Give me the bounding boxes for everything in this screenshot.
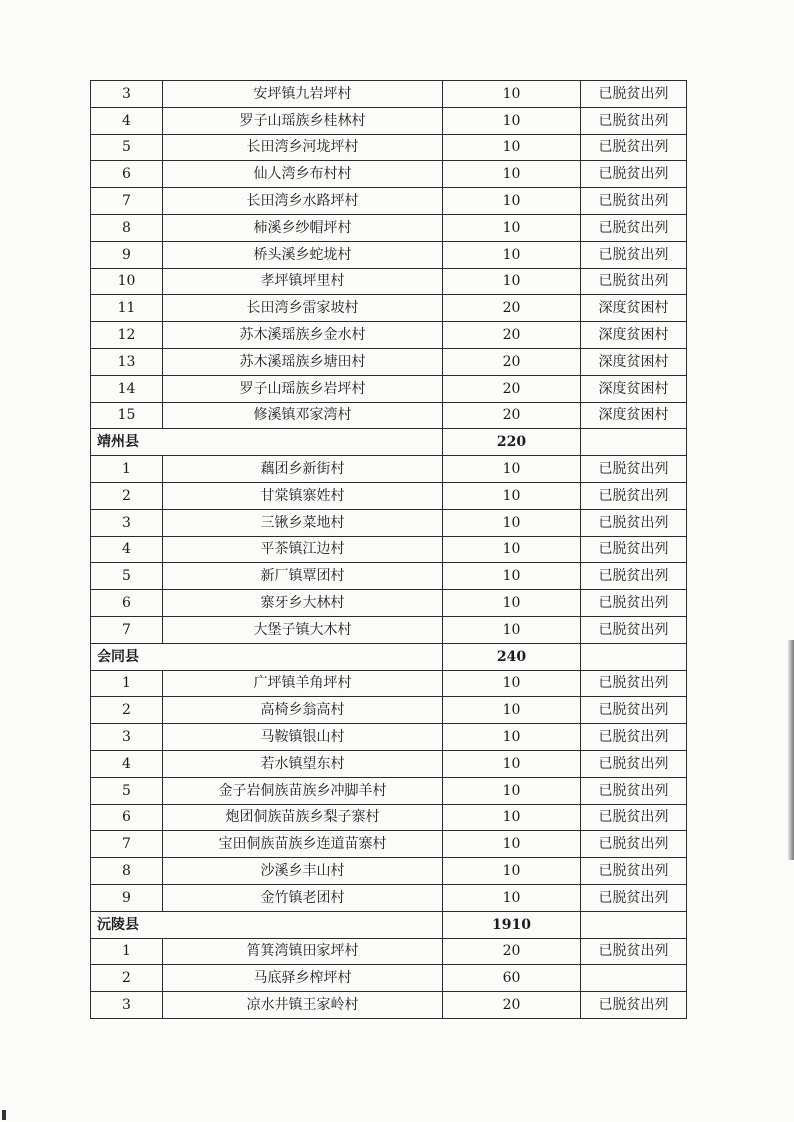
row-index: 3 <box>91 992 163 1019</box>
table-row <box>91 670 687 697</box>
status-cell: 已脱贫出列 <box>581 107 687 134</box>
village-name: 罗子山瑶族乡桂林村 <box>163 107 443 134</box>
village-name: 长田湾乡雷家坡村 <box>163 295 443 322</box>
status-cell <box>581 965 687 992</box>
status-cell: 已脱贫出列 <box>581 724 687 751</box>
table-row <box>91 322 687 349</box>
amount-cell: 10 <box>443 616 581 643</box>
amount-cell: 10 <box>443 563 581 590</box>
status-cell: 已脱贫出列 <box>581 858 687 885</box>
row-index: 2 <box>91 965 163 992</box>
amount-cell: 10 <box>443 134 581 161</box>
row-index: 11 <box>91 295 163 322</box>
county-total: 240 <box>443 643 581 670</box>
table-row <box>91 831 687 858</box>
row-index: 13 <box>91 348 163 375</box>
table-row <box>91 375 687 402</box>
row-index: 1 <box>91 456 163 483</box>
row-index: 4 <box>91 107 163 134</box>
row-index: 12 <box>91 322 163 349</box>
status-cell: 已脱贫出列 <box>581 188 687 215</box>
row-index: 9 <box>91 884 163 911</box>
status-cell: 已脱贫出列 <box>581 777 687 804</box>
row-index: 2 <box>91 697 163 724</box>
amount-cell: 10 <box>443 536 581 563</box>
table-row <box>91 992 687 1019</box>
status-cell: 深度贫困村 <box>581 348 687 375</box>
status-cell <box>581 911 687 938</box>
village-name: 罗子山瑶族乡岩坪村 <box>163 375 443 402</box>
amount-cell: 10 <box>443 697 581 724</box>
village-name: 修溪镇邓家湾村 <box>163 402 443 429</box>
village-name: 柿溪乡纱帽坪村 <box>163 214 443 241</box>
village-name: 安坪镇九岩坪村 <box>163 81 443 108</box>
village-name: 甘棠镇寨姓村 <box>163 482 443 509</box>
amount-cell: 10 <box>443 831 581 858</box>
village-name: 仙人湾乡布村村 <box>163 161 443 188</box>
amount-cell: 20 <box>443 938 581 965</box>
row-index: 6 <box>91 590 163 617</box>
row-index: 4 <box>91 750 163 777</box>
status-cell: 深度贫困村 <box>581 295 687 322</box>
village-name: 孝坪镇坪里村 <box>163 268 443 295</box>
amount-cell: 10 <box>443 188 581 215</box>
village-name: 凉水井镇王家岭村 <box>163 992 443 1019</box>
amount-cell: 10 <box>443 81 581 108</box>
status-cell: 已脱贫出列 <box>581 992 687 1019</box>
amount-cell: 10 <box>443 456 581 483</box>
village-funding-table <box>90 80 687 1019</box>
status-cell: 已脱贫出列 <box>581 161 687 188</box>
village-name: 苏木溪瑶族乡塘田村 <box>163 348 443 375</box>
status-cell: 已脱贫出列 <box>581 536 687 563</box>
village-name: 平茶镇江边村 <box>163 536 443 563</box>
village-name: 马鞍镇银山村 <box>163 724 443 751</box>
county-row <box>91 911 687 938</box>
village-name: 长田湾乡河垅坪村 <box>163 134 443 161</box>
row-index: 15 <box>91 402 163 429</box>
village-name: 苏木溪瑶族乡金水村 <box>163 322 443 349</box>
row-index: 10 <box>91 268 163 295</box>
amount-cell: 10 <box>443 804 581 831</box>
amount-cell: 20 <box>443 348 581 375</box>
village-name: 高椅乡翁高村 <box>163 697 443 724</box>
row-index: 7 <box>91 616 163 643</box>
status-cell: 已脱贫出列 <box>581 563 687 590</box>
status-cell: 已脱贫出列 <box>581 938 687 965</box>
table-row <box>91 884 687 911</box>
amount-cell: 60 <box>443 965 581 992</box>
status-cell: 已脱贫出列 <box>581 670 687 697</box>
village-name: 马底驿乡榨坪村 <box>163 965 443 992</box>
table-row <box>91 268 687 295</box>
amount-cell: 20 <box>443 295 581 322</box>
village-name: 筲箕湾镇田家坪村 <box>163 938 443 965</box>
amount-cell: 10 <box>443 161 581 188</box>
status-cell <box>581 643 687 670</box>
table-row <box>91 161 687 188</box>
village-name: 广坪镇羊角坪村 <box>163 670 443 697</box>
row-index: 5 <box>91 134 163 161</box>
row-index: 2 <box>91 482 163 509</box>
status-cell: 已脱贫出列 <box>581 616 687 643</box>
table-row <box>91 858 687 885</box>
status-cell: 已脱贫出列 <box>581 81 687 108</box>
amount-cell: 20 <box>443 402 581 429</box>
table-row <box>91 107 687 134</box>
amount-cell: 20 <box>443 322 581 349</box>
amount-cell: 10 <box>443 777 581 804</box>
status-cell: 已脱贫出列 <box>581 804 687 831</box>
table-row <box>91 724 687 751</box>
scan-mark <box>2 1110 6 1120</box>
village-name: 金子岩侗族苗族乡冲脚羊村 <box>163 777 443 804</box>
status-cell: 已脱贫出列 <box>581 482 687 509</box>
table-row <box>91 482 687 509</box>
status-cell: 深度贫困村 <box>581 375 687 402</box>
row-index: 5 <box>91 563 163 590</box>
status-cell: 已脱贫出列 <box>581 697 687 724</box>
table-row <box>91 590 687 617</box>
table-row <box>91 804 687 831</box>
status-cell: 已脱贫出列 <box>581 214 687 241</box>
row-index: 1 <box>91 670 163 697</box>
table-row <box>91 563 687 590</box>
row-index: 3 <box>91 509 163 536</box>
status-cell: 已脱贫出列 <box>581 831 687 858</box>
village-name: 炮团侗族苗族乡梨子寨村 <box>163 804 443 831</box>
row-index: 8 <box>91 858 163 885</box>
row-index: 14 <box>91 375 163 402</box>
status-cell: 已脱贫出列 <box>581 590 687 617</box>
amount-cell: 10 <box>443 214 581 241</box>
county-row <box>91 643 687 670</box>
table-row <box>91 188 687 215</box>
county-name: 靖州县 <box>91 429 443 456</box>
table-row <box>91 402 687 429</box>
table-body <box>91 81 687 1019</box>
status-cell: 已脱贫出列 <box>581 750 687 777</box>
row-index: 7 <box>91 188 163 215</box>
table-row <box>91 616 687 643</box>
status-cell: 深度贫困村 <box>581 402 687 429</box>
table-row <box>91 241 687 268</box>
row-index: 5 <box>91 777 163 804</box>
village-name: 三锹乡菜地村 <box>163 509 443 536</box>
county-name: 会同县 <box>91 643 443 670</box>
amount-cell: 10 <box>443 268 581 295</box>
row-index: 3 <box>91 81 163 108</box>
table-row <box>91 509 687 536</box>
status-cell: 深度贫困村 <box>581 322 687 349</box>
table-row <box>91 697 687 724</box>
row-index: 3 <box>91 724 163 751</box>
amount-cell: 10 <box>443 884 581 911</box>
table-row <box>91 134 687 161</box>
status-cell: 已脱贫出列 <box>581 509 687 536</box>
village-name: 宝田侗族苗族乡连道苗寨村 <box>163 831 443 858</box>
amount-cell: 10 <box>443 858 581 885</box>
village-name: 大堡子镇大木村 <box>163 616 443 643</box>
county-name: 沅陵县 <box>91 911 443 938</box>
status-cell: 已脱贫出列 <box>581 884 687 911</box>
village-name: 沙溪乡丰山村 <box>163 858 443 885</box>
amount-cell: 20 <box>443 375 581 402</box>
status-cell: 已脱贫出列 <box>581 456 687 483</box>
village-name: 金竹镇老团村 <box>163 884 443 911</box>
status-cell: 已脱贫出列 <box>581 134 687 161</box>
row-index: 7 <box>91 831 163 858</box>
table-row <box>91 348 687 375</box>
village-name: 寨牙乡大林村 <box>163 590 443 617</box>
row-index: 4 <box>91 536 163 563</box>
row-index: 8 <box>91 214 163 241</box>
amount-cell: 10 <box>443 724 581 751</box>
amount-cell: 10 <box>443 670 581 697</box>
village-name: 桥头溪乡蛇垅村 <box>163 241 443 268</box>
county-row <box>91 429 687 456</box>
village-name: 长田湾乡水路坪村 <box>163 188 443 215</box>
status-cell <box>581 429 687 456</box>
table-row <box>91 965 687 992</box>
row-index: 6 <box>91 161 163 188</box>
amount-cell: 10 <box>443 590 581 617</box>
county-total: 1910 <box>443 911 581 938</box>
table-row <box>91 81 687 108</box>
table-row <box>91 536 687 563</box>
village-name: 新厂镇覃团村 <box>163 563 443 590</box>
village-name: 藕团乡新街村 <box>163 456 443 483</box>
scan-shadow <box>788 640 794 860</box>
table-row <box>91 456 687 483</box>
amount-cell: 20 <box>443 992 581 1019</box>
amount-cell: 10 <box>443 107 581 134</box>
village-name: 若水镇望东村 <box>163 750 443 777</box>
amount-cell: 10 <box>443 241 581 268</box>
status-cell: 已脱贫出列 <box>581 268 687 295</box>
table-row <box>91 750 687 777</box>
table-row <box>91 295 687 322</box>
table-row <box>91 214 687 241</box>
row-index: 9 <box>91 241 163 268</box>
row-index: 1 <box>91 938 163 965</box>
county-total: 220 <box>443 429 581 456</box>
amount-cell: 10 <box>443 509 581 536</box>
amount-cell: 10 <box>443 482 581 509</box>
amount-cell: 10 <box>443 750 581 777</box>
status-cell: 已脱贫出列 <box>581 241 687 268</box>
row-index: 6 <box>91 804 163 831</box>
table-row <box>91 938 687 965</box>
table-row <box>91 777 687 804</box>
